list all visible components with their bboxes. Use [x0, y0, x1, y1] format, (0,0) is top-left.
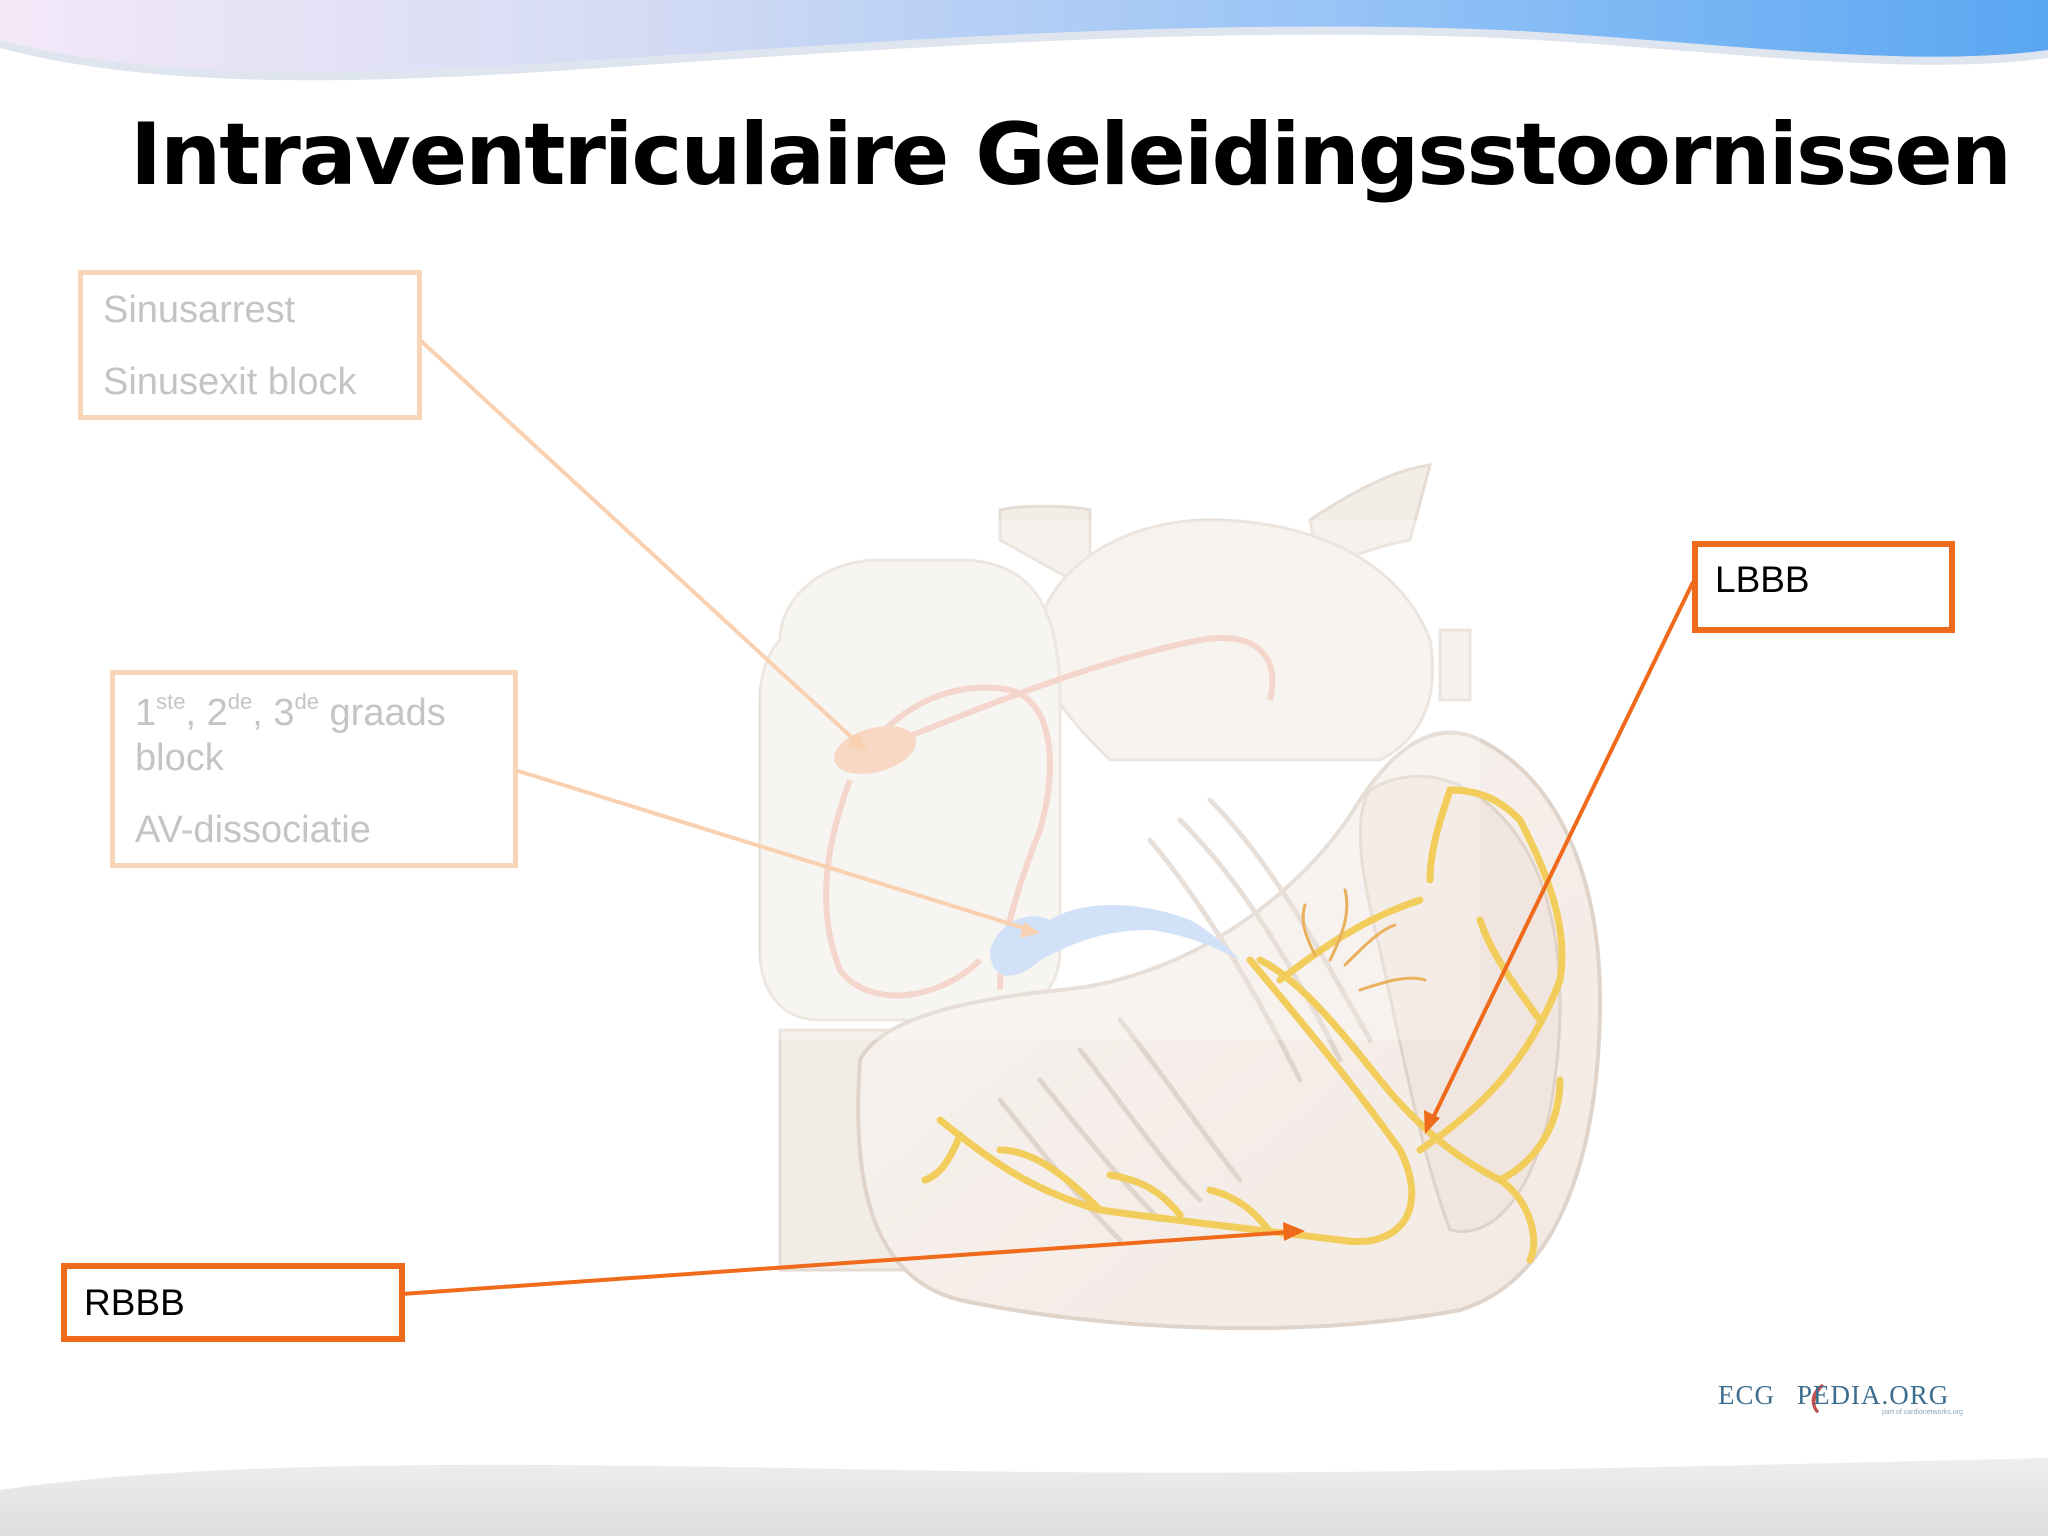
degree-3-suffix: de — [294, 689, 319, 714]
lbbb-label: LBBB — [1715, 559, 1810, 600]
sinus-callout — [78, 270, 422, 420]
ecgpedia-logo — [1718, 1380, 1949, 1411]
sinusexit-label: Sinusexit block — [103, 361, 357, 403]
block-label: block — [135, 737, 224, 779]
sinusarrest-label: Sinusarrest — [103, 289, 296, 331]
degree-1-suffix: ste — [156, 689, 186, 714]
rbbb-label: RBBB — [84, 1282, 185, 1323]
av-degree-label — [135, 689, 446, 735]
slide-title: Intraventriculaire Geleidingsstoornissen — [130, 105, 2010, 205]
logo-subtitle: part of cardionetworks.org — [1882, 1409, 1963, 1416]
heart-illustration — [760, 465, 1600, 1328]
logo-brand-2: PEDIA.ORG — [1797, 1380, 1950, 1410]
degree-3: , 3 — [252, 692, 295, 734]
degree-2: , 2 — [185, 692, 228, 734]
lbbb-callout — [1692, 541, 1955, 633]
av-dissociatie-label: AV-dissociatie — [135, 809, 371, 851]
footer-swoosh — [0, 1458, 2048, 1536]
graads-label: graads — [318, 692, 446, 734]
degree-2-suffix: de — [227, 689, 253, 714]
av-block-callout — [110, 670, 518, 868]
logo-brand: ECG — [1718, 1380, 1775, 1410]
degree-1: 1 — [135, 692, 157, 734]
rbbb-callout — [61, 1263, 405, 1342]
